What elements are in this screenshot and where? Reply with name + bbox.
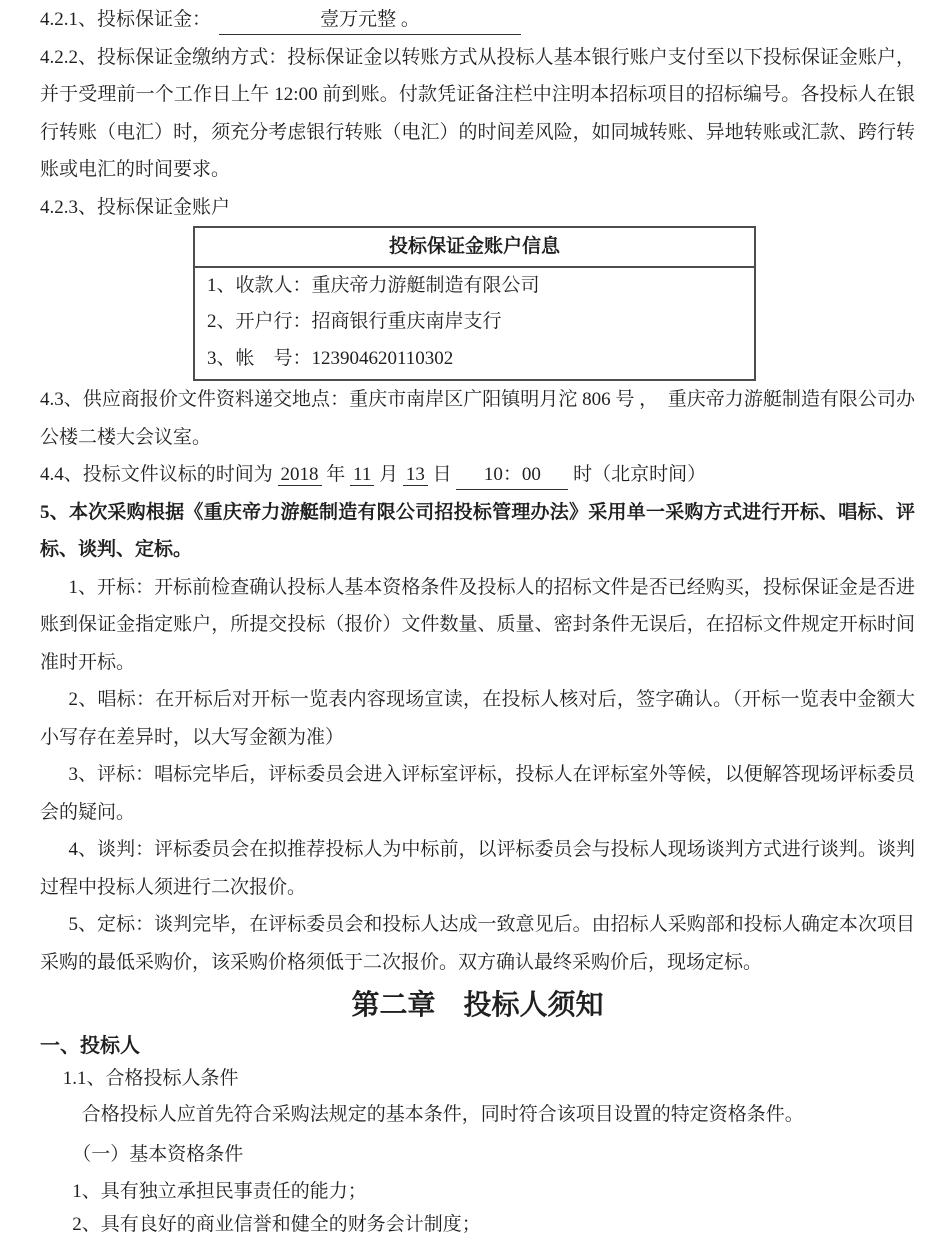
- bid-time-prefix: 4.4、投标文件议标的时间为: [40, 464, 273, 485]
- para-procurement-method: 5、本次采购根据《重庆帝力游艇制造有限公司招投标管理办法》采用单一采购方式进行开标、唱标、评标、谈判、定标。: [40, 501, 915, 560]
- para-step-read-bid: 2、唱标：在开标后对开标一览表内容现场宣读，在投标人核对后，签字确认。（开标一览表中金额大小写存在差异时，以大写金额为准）: [40, 689, 915, 748]
- bid-month-value: 11: [350, 464, 374, 486]
- chapter-heading: 第二章 投标人须知: [351, 990, 604, 1021]
- deposit-table-body: [194, 267, 755, 381]
- para-qualified-bidder: 合格投标人应首先符合采购法规定的基本条件，同时符合该项目设置的特定资格条件。: [81, 1104, 804, 1125]
- table-row-bank: 2、开户行：招商银行重庆南岸支行: [207, 311, 502, 332]
- deposit-amount-label: 4.2.1、投标保证金：: [40, 9, 212, 30]
- bid-day-unit: 日: [432, 464, 452, 485]
- bid-year-value: 2018: [278, 464, 322, 486]
- bid-year-unit: 年: [326, 464, 346, 485]
- para-step-negotiate: 4、谈判：评标委员会在拟推荐投标人为中标前，以评标委员会与投标人现场谈判方式进行谈判。谈判过程中投标人须进行二次报价。: [40, 839, 915, 898]
- bid-day-value: 13: [403, 464, 428, 486]
- deposit-table-title: 投标保证金账户信息: [194, 227, 755, 267]
- clause-1-1-heading: 1.1、合格投标人条件: [62, 1068, 239, 1089]
- para-step-final-award: 5、定标：谈判完毕，在评标委员会和投标人达成一致意见后。由招标人采购部和投标人确定本次项目采购的最低采购价，该采购价格须低于二次报价。双方确认最终采购价后，现场定标。: [40, 914, 915, 973]
- para-step-evaluate-bid: 3、评标：唱标完毕后，评标委员会进入评标室评标，投标人在评标室外等候，以便解答现场评标委员会的疑问。: [40, 764, 915, 823]
- para-deposit-payment: 4.2.2、投标保证金缴纳方式：投标保证金以转账方式从投标人基本银行账户支付至以下投标保证金账户，并于受理前一个工作日上午 12:00 前到账。付款凭证备注栏中注明本招标项目的招标编号。各投标人在银行转账（电汇）时，须充分考虑银行转账（电汇）的时间差风险，如同城转账、异地转账或汇款、跨行转账或电汇的时间要求。: [40, 46, 915, 180]
- basic-condition-2: 2、具有良好的商业信誉和健全的财务会计制度；: [72, 1214, 481, 1234]
- bid-month-unit: 月: [379, 464, 399, 485]
- para-deposit-account-label: 4.2.3、投标保证金账户: [40, 196, 231, 218]
- bid-time-suffix: 时（北京时间）: [573, 464, 707, 485]
- para-delivery-address: 4.3、供应商报价文件资料递交地点：重庆市南岸区广阳镇明月沱 806 号 ， 重庆帝力游艇制造有限公司办公楼二楼大会议室。: [40, 389, 915, 448]
- basic-condition-1: 1、具有独立承担民事责任的能力；: [72, 1181, 367, 1202]
- section-bidder-heading: 一、投标人: [40, 1035, 140, 1057]
- para-step-open-bid: 1、开标：开标前检查确认投标人基本资格条件及投标人的招标文件是否已经购买，投标保证金是否进账到保证金指定账户，所提交投标（报价）文件数量、质量、密封条件无误后，在招标文件规定开标时间准时开标。: [40, 576, 915, 673]
- basic-conditions-heading: （一）基本资格条件: [72, 1144, 244, 1165]
- para-deposit-amount: [40, 1, 915, 39]
- para-bid-time: [40, 456, 915, 494]
- table-row-account-number: 3、帐 号：123904620110302: [207, 347, 454, 369]
- deposit-amount-blank: 壹万元整 。: [219, 5, 521, 35]
- bid-hour-blank: 10：00: [456, 460, 568, 490]
- deposit-account-table: [193, 226, 756, 381]
- table-row-payee: 1、收款人：重庆帝力游艇制造有限公司: [207, 274, 540, 296]
